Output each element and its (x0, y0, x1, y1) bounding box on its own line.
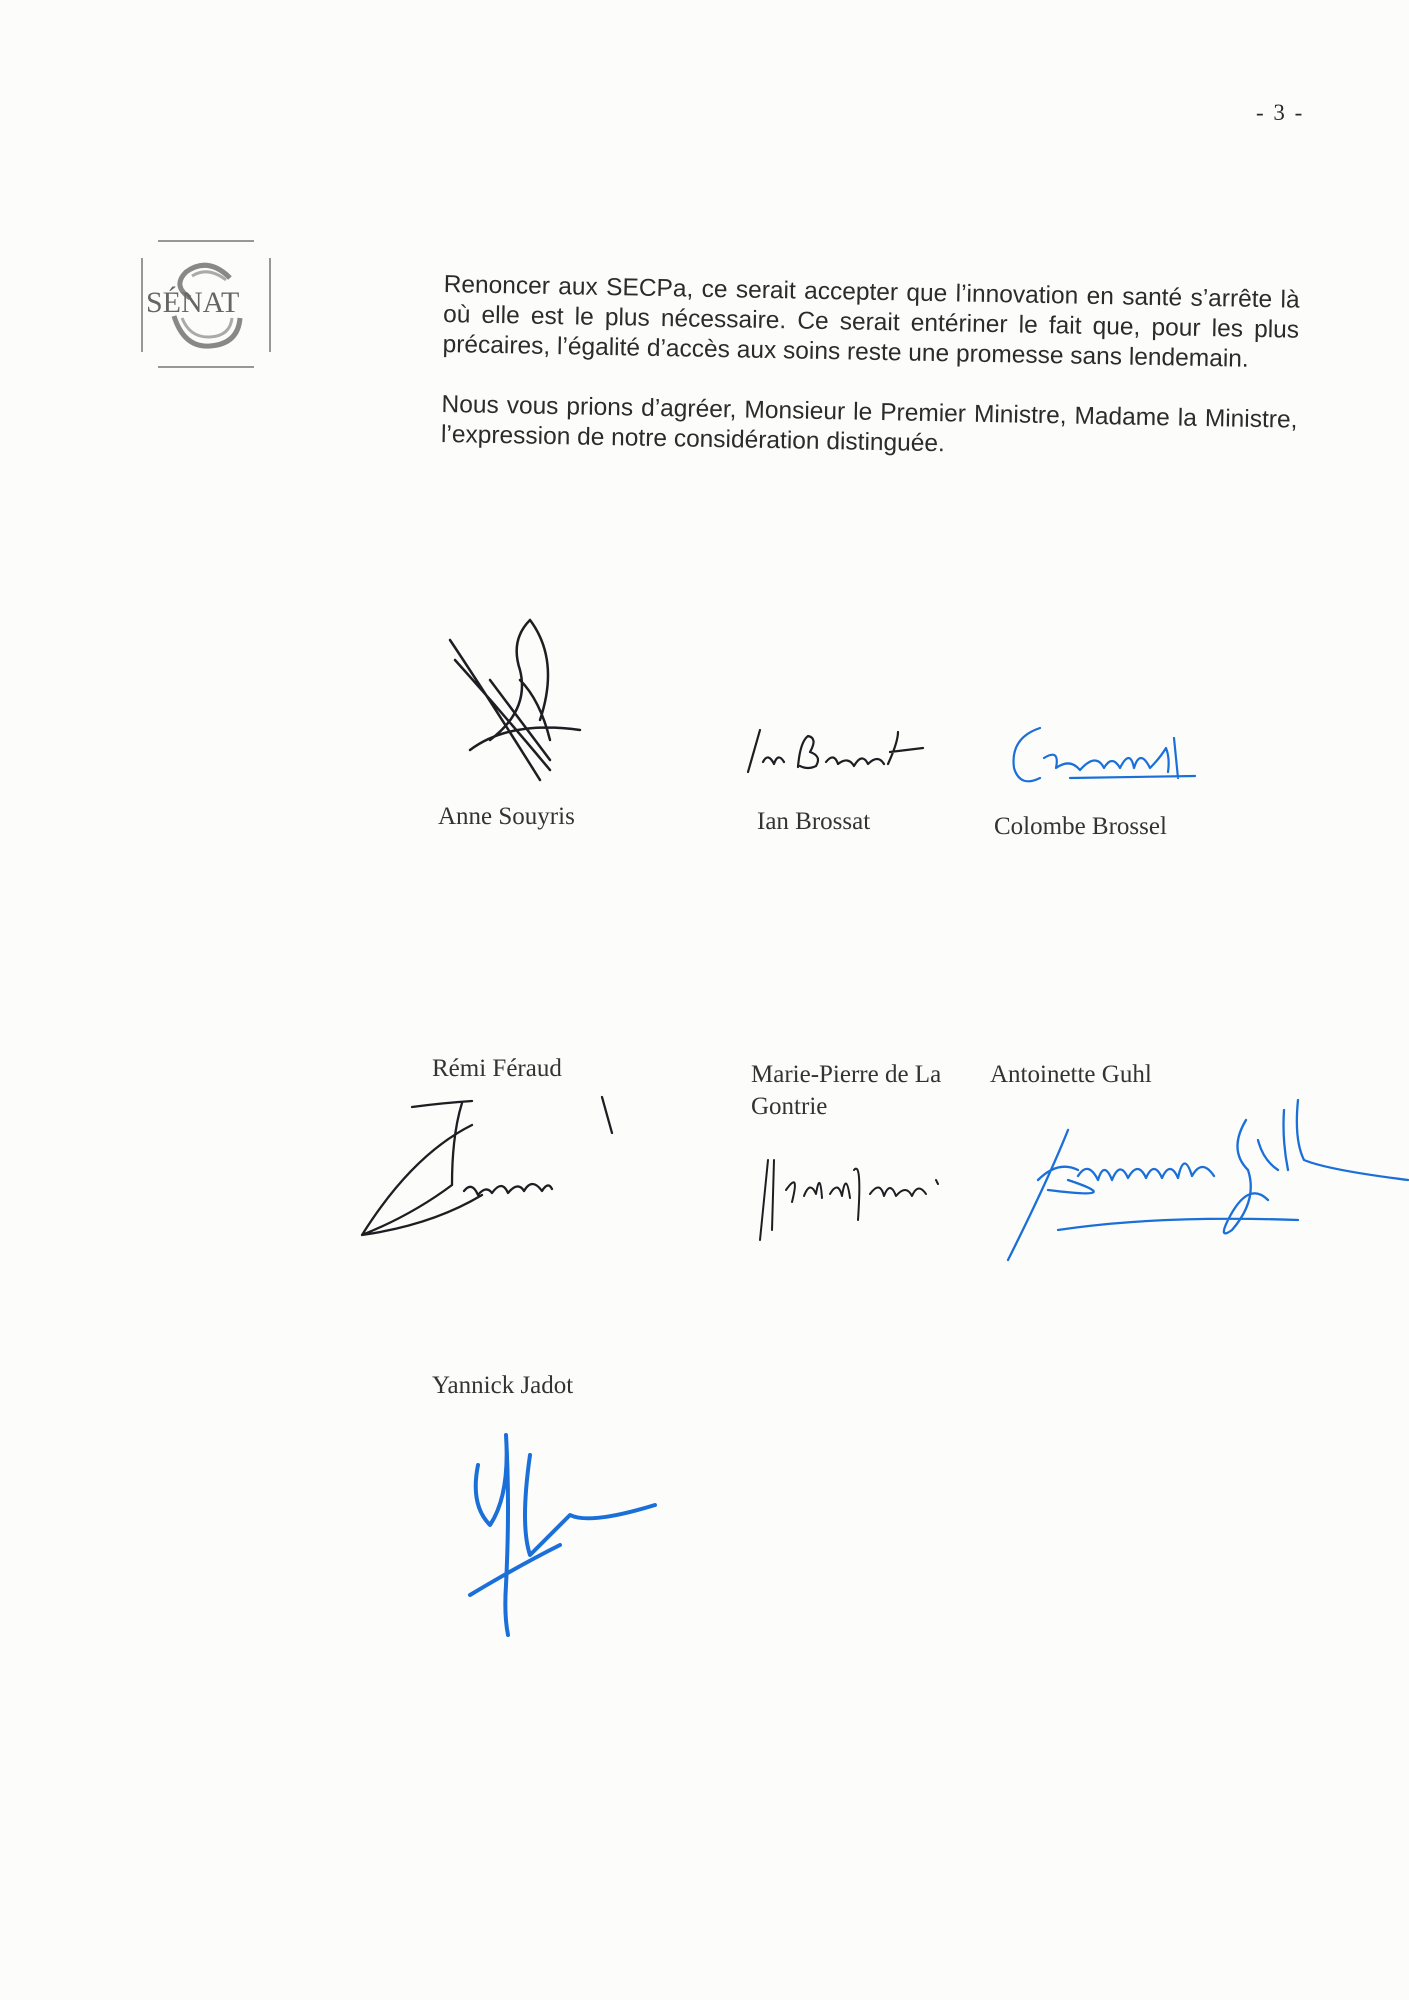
name-anne-souyris: Anne Souyris (438, 803, 575, 830)
signature-ian-brossat (738, 722, 928, 792)
signature-marie-pierre-de-la-gontrie (750, 1150, 980, 1250)
paragraph-1: Renoncer aux SECPa, ce serait accepter que l’innovation en santé s’arrête là où elle est le plus nécessaire. Ce serait entériner le fait que, pour les plus précaires, l’égalité d’accès aux soins reste une promesse sans lendemain. (442, 270, 1300, 373)
signature-anne-souyris (430, 600, 600, 790)
name-antoinette-guhl: Antoinette Guhl (990, 1061, 1152, 1088)
signature-colombe-brossel (1000, 718, 1200, 808)
paragraph-2: Nous vous prions d’agréer, Monsieur le Premier Ministre, Madame la Ministre, l’expression de notre considération distinguée. (440, 390, 1298, 458)
signature-yannick-jadot (460, 1425, 670, 1645)
svg-text:SÉNAT: SÉNAT (146, 286, 240, 319)
name-yannick-jadot: Yannick Jadot (432, 1372, 574, 1399)
name-remi-feraud: Rémi Féraud (432, 1055, 562, 1082)
signature-antoinette-guhl (1008, 1080, 1408, 1270)
senat-logo (138, 238, 278, 370)
letter-body (440, 270, 1300, 496)
signature-remi-feraud (352, 1095, 632, 1245)
page-number: - 3 - (1256, 100, 1305, 125)
name-colombe-brossel: Colombe Brossel (994, 813, 1167, 840)
name-marie-pierre-de-la-gontrie: Marie-Pierre de La Gontrie (751, 1061, 942, 1120)
name-ian-brossat: Ian Brossat (757, 808, 871, 835)
